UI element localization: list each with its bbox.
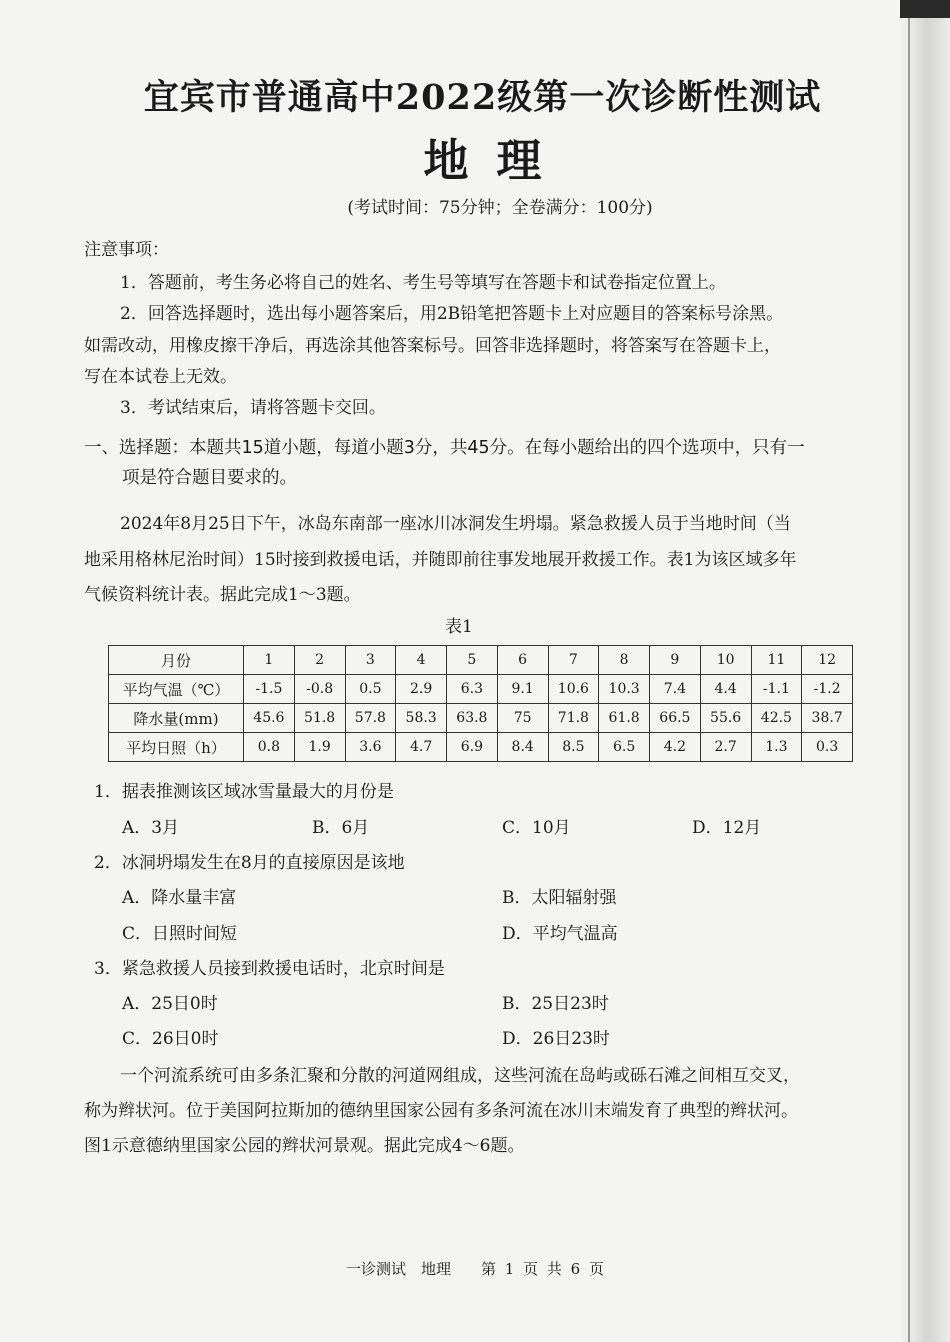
table-cell: 9.1 xyxy=(497,675,548,704)
page-footer: 一诊测试 地理 第 1 页 共 6 页 xyxy=(346,1260,604,1278)
table-cell: 4.2 xyxy=(650,733,701,762)
question-3-option-c: C．26日0时 xyxy=(122,1029,219,1049)
table-header-cell: 8 xyxy=(599,646,650,675)
table-cell: 38.7 xyxy=(802,704,853,733)
notice-item-3: 3．考试结束后，请将答题卡交回。 xyxy=(120,398,386,418)
exam-title: 宜宾市普通高中2022级第一次诊断性测试 xyxy=(143,77,822,118)
section-heading-line-2: 项是符合题目要求的。 xyxy=(122,468,297,488)
table-cell: -1.1 xyxy=(751,675,802,704)
table-cell: 45.6 xyxy=(244,704,295,733)
notice-item-2-line-3: 写在本试卷上无效。 xyxy=(84,367,237,387)
table-cell: 8.5 xyxy=(548,733,599,762)
notice-item-1: 1．答题前，考生务必将自己的姓名、考生号等填写在答题卡和试卷指定位置上。 xyxy=(120,273,726,293)
climate-table xyxy=(108,645,853,762)
table-row-precipitation xyxy=(109,704,853,733)
question-2-option-a: A．降水量丰富 xyxy=(122,888,237,908)
notice-item-2-line-2: 如需改动，用橡皮擦干净后，再选涂其他答案标号。回答非选择题时，将答案写在答题卡上， xyxy=(84,336,781,356)
table-cell: 10.3 xyxy=(599,675,650,704)
table-header-row xyxy=(109,646,853,675)
question-1-stem: 1．据表推测该区域冰雪量最大的月份是 xyxy=(94,782,394,802)
table-cell: 10.6 xyxy=(548,675,599,704)
table-cell: -1.2 xyxy=(802,675,853,704)
question-3-option-b: B．25日23时 xyxy=(502,994,609,1014)
table-header-cell: 9 xyxy=(650,646,701,675)
table-cell: 2.7 xyxy=(700,733,751,762)
passage-2-line-2: 称为辫状河。位于美国阿拉斯加的德纳里国家公园有多条河流在冰川末端发育了典型的辫状河。 xyxy=(84,1101,798,1121)
table-caption: 表1 xyxy=(445,617,473,637)
notice-item-2-line-1: 2．回答选择题时，选出每小题答案后，用2B铅笔把答题卡上对应题目的答案标号涂黑。 xyxy=(120,304,784,324)
table-cell: 71.8 xyxy=(548,704,599,733)
passage-2-line-3: 图1示意德纳里国家公园的辫状河景观。据此完成4～6题。 xyxy=(84,1136,525,1156)
question-2-option-b: B．太阳辐射强 xyxy=(502,888,617,908)
passage-2-line-1: 一个河流系统可由多条汇聚和分散的河道网组成，这些河流在岛屿或砾石滩之间相互交叉， xyxy=(120,1066,800,1086)
table-cell: 0.8 xyxy=(244,733,295,762)
table-header-cell: 1 xyxy=(244,646,295,675)
table-header-cell: 5 xyxy=(447,646,498,675)
table-header-cell: 2 xyxy=(294,646,345,675)
table-row-label: 平均日照（h） xyxy=(109,733,244,762)
table-cell: 63.8 xyxy=(447,704,498,733)
table-cell: 4.7 xyxy=(396,733,447,762)
table-cell: 58.3 xyxy=(396,704,447,733)
table-cell: 1.9 xyxy=(294,733,345,762)
table-cell: 51.8 xyxy=(294,704,345,733)
passage-1-line-2: 地采用格林尼治时间）15时接到救援电话，并随即前往事发地展开救援工作。表1为该区域多年 xyxy=(84,550,797,570)
question-1-option-b: B．6月 xyxy=(312,818,370,838)
table-cell: 42.5 xyxy=(751,704,802,733)
section-heading-line-1: 一、选择题：本题共15道小题，每道小题3分，共45分。在每小题给出的四个选项中，只有一 xyxy=(84,438,805,458)
table-cell: 0.3 xyxy=(802,733,853,762)
table-header-cell: 6 xyxy=(497,646,548,675)
table-cell: 57.8 xyxy=(345,704,396,733)
table-cell: 61.8 xyxy=(599,704,650,733)
table-header-cell: 3 xyxy=(345,646,396,675)
table-cell: 75 xyxy=(497,704,548,733)
table-header-cell: 11 xyxy=(751,646,802,675)
table-header-cell: 12 xyxy=(802,646,853,675)
page-edge-corner xyxy=(900,0,950,18)
question-2-stem: 2．冰洞坍塌发生在8月的直接原因是该地 xyxy=(94,853,405,873)
table-cell: 6.9 xyxy=(447,733,498,762)
table-cell: 8.4 xyxy=(497,733,548,762)
table-header-cell: 7 xyxy=(548,646,599,675)
table-cell: 4.4 xyxy=(700,675,751,704)
table-cell: 7.4 xyxy=(650,675,701,704)
table-row-label: 降水量(mm) xyxy=(109,704,244,733)
question-1-option-d: D．12月 xyxy=(692,818,762,838)
question-2-option-d: D．平均气温高 xyxy=(502,924,618,944)
question-3-option-a: A．25日0时 xyxy=(122,994,218,1014)
table-cell: 6.5 xyxy=(599,733,650,762)
question-1-option-a: A．3月 xyxy=(122,818,180,838)
table-cell: 66.5 xyxy=(650,704,701,733)
question-3-option-d: D．26日23时 xyxy=(502,1029,610,1049)
table-cell: 2.9 xyxy=(396,675,447,704)
table-row-sunshine xyxy=(109,733,853,762)
table-cell: 3.6 xyxy=(345,733,396,762)
table-row-temperature xyxy=(109,675,853,704)
table-cell: 55.6 xyxy=(700,704,751,733)
notice-heading: 注意事项： xyxy=(84,240,169,260)
question-1-option-c: C．10月 xyxy=(502,818,571,838)
passage-1-line-1: 2024年8月25日下午，冰岛东南部一座冰川冰洞发生坍塌。紧急救援人员于当地时间（当 xyxy=(120,514,791,534)
question-3-stem: 3．紧急救援人员接到救援电话时，北京时间是 xyxy=(94,959,445,979)
table-cell: 0.5 xyxy=(345,675,396,704)
question-2-option-c: C．日照时间短 xyxy=(122,924,238,944)
table-header-cell: 4 xyxy=(396,646,447,675)
table-header-label: 月份 xyxy=(109,646,244,675)
passage-1-line-3: 气候资料统计表。据此完成1～3题。 xyxy=(84,585,361,605)
table-cell: 1.3 xyxy=(751,733,802,762)
subject-title: 地理 xyxy=(423,134,570,187)
table-cell: -1.5 xyxy=(244,675,295,704)
exam-info: (考试时间：75分钟；全卷满分：100分) xyxy=(347,198,653,218)
table-cell: 6.3 xyxy=(447,675,498,704)
table-header-cell: 10 xyxy=(700,646,751,675)
table-row-label: 平均气温（℃） xyxy=(109,675,244,704)
table-cell: -0.8 xyxy=(294,675,345,704)
